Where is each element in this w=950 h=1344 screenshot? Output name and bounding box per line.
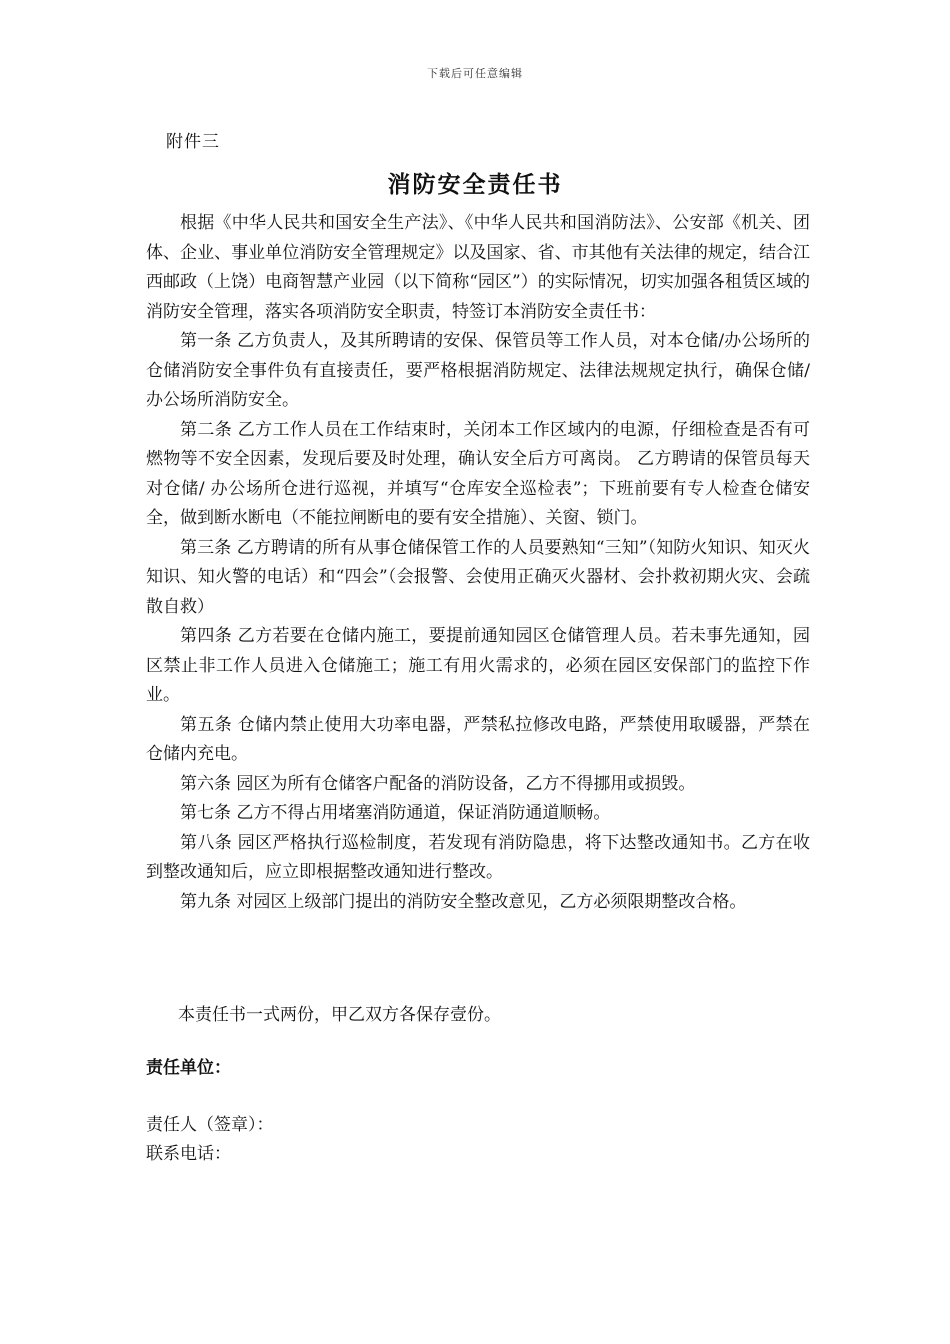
- header-note: 下载后可任意编辑: [427, 67, 523, 80]
- article-8: 第八条 园区严格执行巡检制度，若发现有消防隐患，将下达整改通知书。乙方在收到整改通知后，应立即根据整改通知进行整改。: [146, 832, 810, 882]
- article-4: 第四条 乙方若要在仓储内施工，要提前通知园区仓储管理人员。若未事先通知，园区禁止非工作人员进入仓储施工；施工有用火需求的，必须在园区安保部门的监控下作业。: [146, 626, 810, 705]
- responsible-unit-label: 责任单位：: [146, 1058, 231, 1078]
- intro-paragraph: 根据《中华人民共和国安全生产法》、《中华人民共和国消防法》、公安部《机关、团体、企业、事业单位消防安全管理规定》以及国家、省、市其他有关法律的规定，结合江西邮政（上饶）电商智慧产业园（以下简称“园区”）的实际情况，切实加强各租赁区域的消防安全管理，落实各项消防安全职责，特签订本消防安全责任书：: [146, 213, 810, 322]
- article-6: 第六条 园区为所有仓储客户配备的消防设备，乙方不得挪用或损毁。: [180, 773, 696, 794]
- article-1: 第一条 乙方负责人，及其所聘请的安保、保管员等工作人员，对本仓储/办公场所的仓储消防安全事件负有直接责任，要严格根据消防规定、法律法规规定执行，确保仓储/ 办公场所消防安全。: [146, 331, 810, 410]
- article-9: 第九条 对园区上级部门提出的消防安全整改意见，乙方必须限期整改合格。: [180, 891, 747, 912]
- article-7: 第七条 乙方不得占用堵塞消防通道，保证消防通道顺畅。: [180, 803, 611, 823]
- article-3: 第三条 乙方聘请的所有从事仓储保管工作的人员要熟知“三知”（知防火知识、知灭火知识、知火警的电话）和“四会”（会报警、会使用正确灭火器材、会扑救初期火灾、会疏散自救）: [146, 537, 810, 617]
- phone-label: 联系电话：: [146, 1144, 231, 1164]
- document-title: 消防安全责任书: [387, 172, 563, 198]
- article-5: 第五条 仓储内禁止使用大功率电器，严禁私拉修改电路，严禁使用取暖器，严禁在仓储内充电。: [146, 714, 810, 764]
- closing-statement: 本责任书一式两份，甲乙双方各保存壹份。: [178, 1005, 501, 1025]
- article-2: 第二条 乙方工作人员在工作结束时，关闭本工作区域内的电源，仔细检查是否有可燃物等不安全因素，发现后要及时处理，确认安全后方可离岗。 乙方聘请的保管员每天对仓储/ 办公场所仓进行巡视，并填写“仓库安全巡检表”；下班前要有专人检查仓储安全，做到断水断电（不能拉闸断电的要有安全措施）、关窗、锁门。: [146, 419, 810, 528]
- attachment-label: 附件三: [166, 132, 220, 152]
- document-body: [146, 209, 810, 917]
- signer-label: 责任人（签章）：: [146, 1115, 274, 1135]
